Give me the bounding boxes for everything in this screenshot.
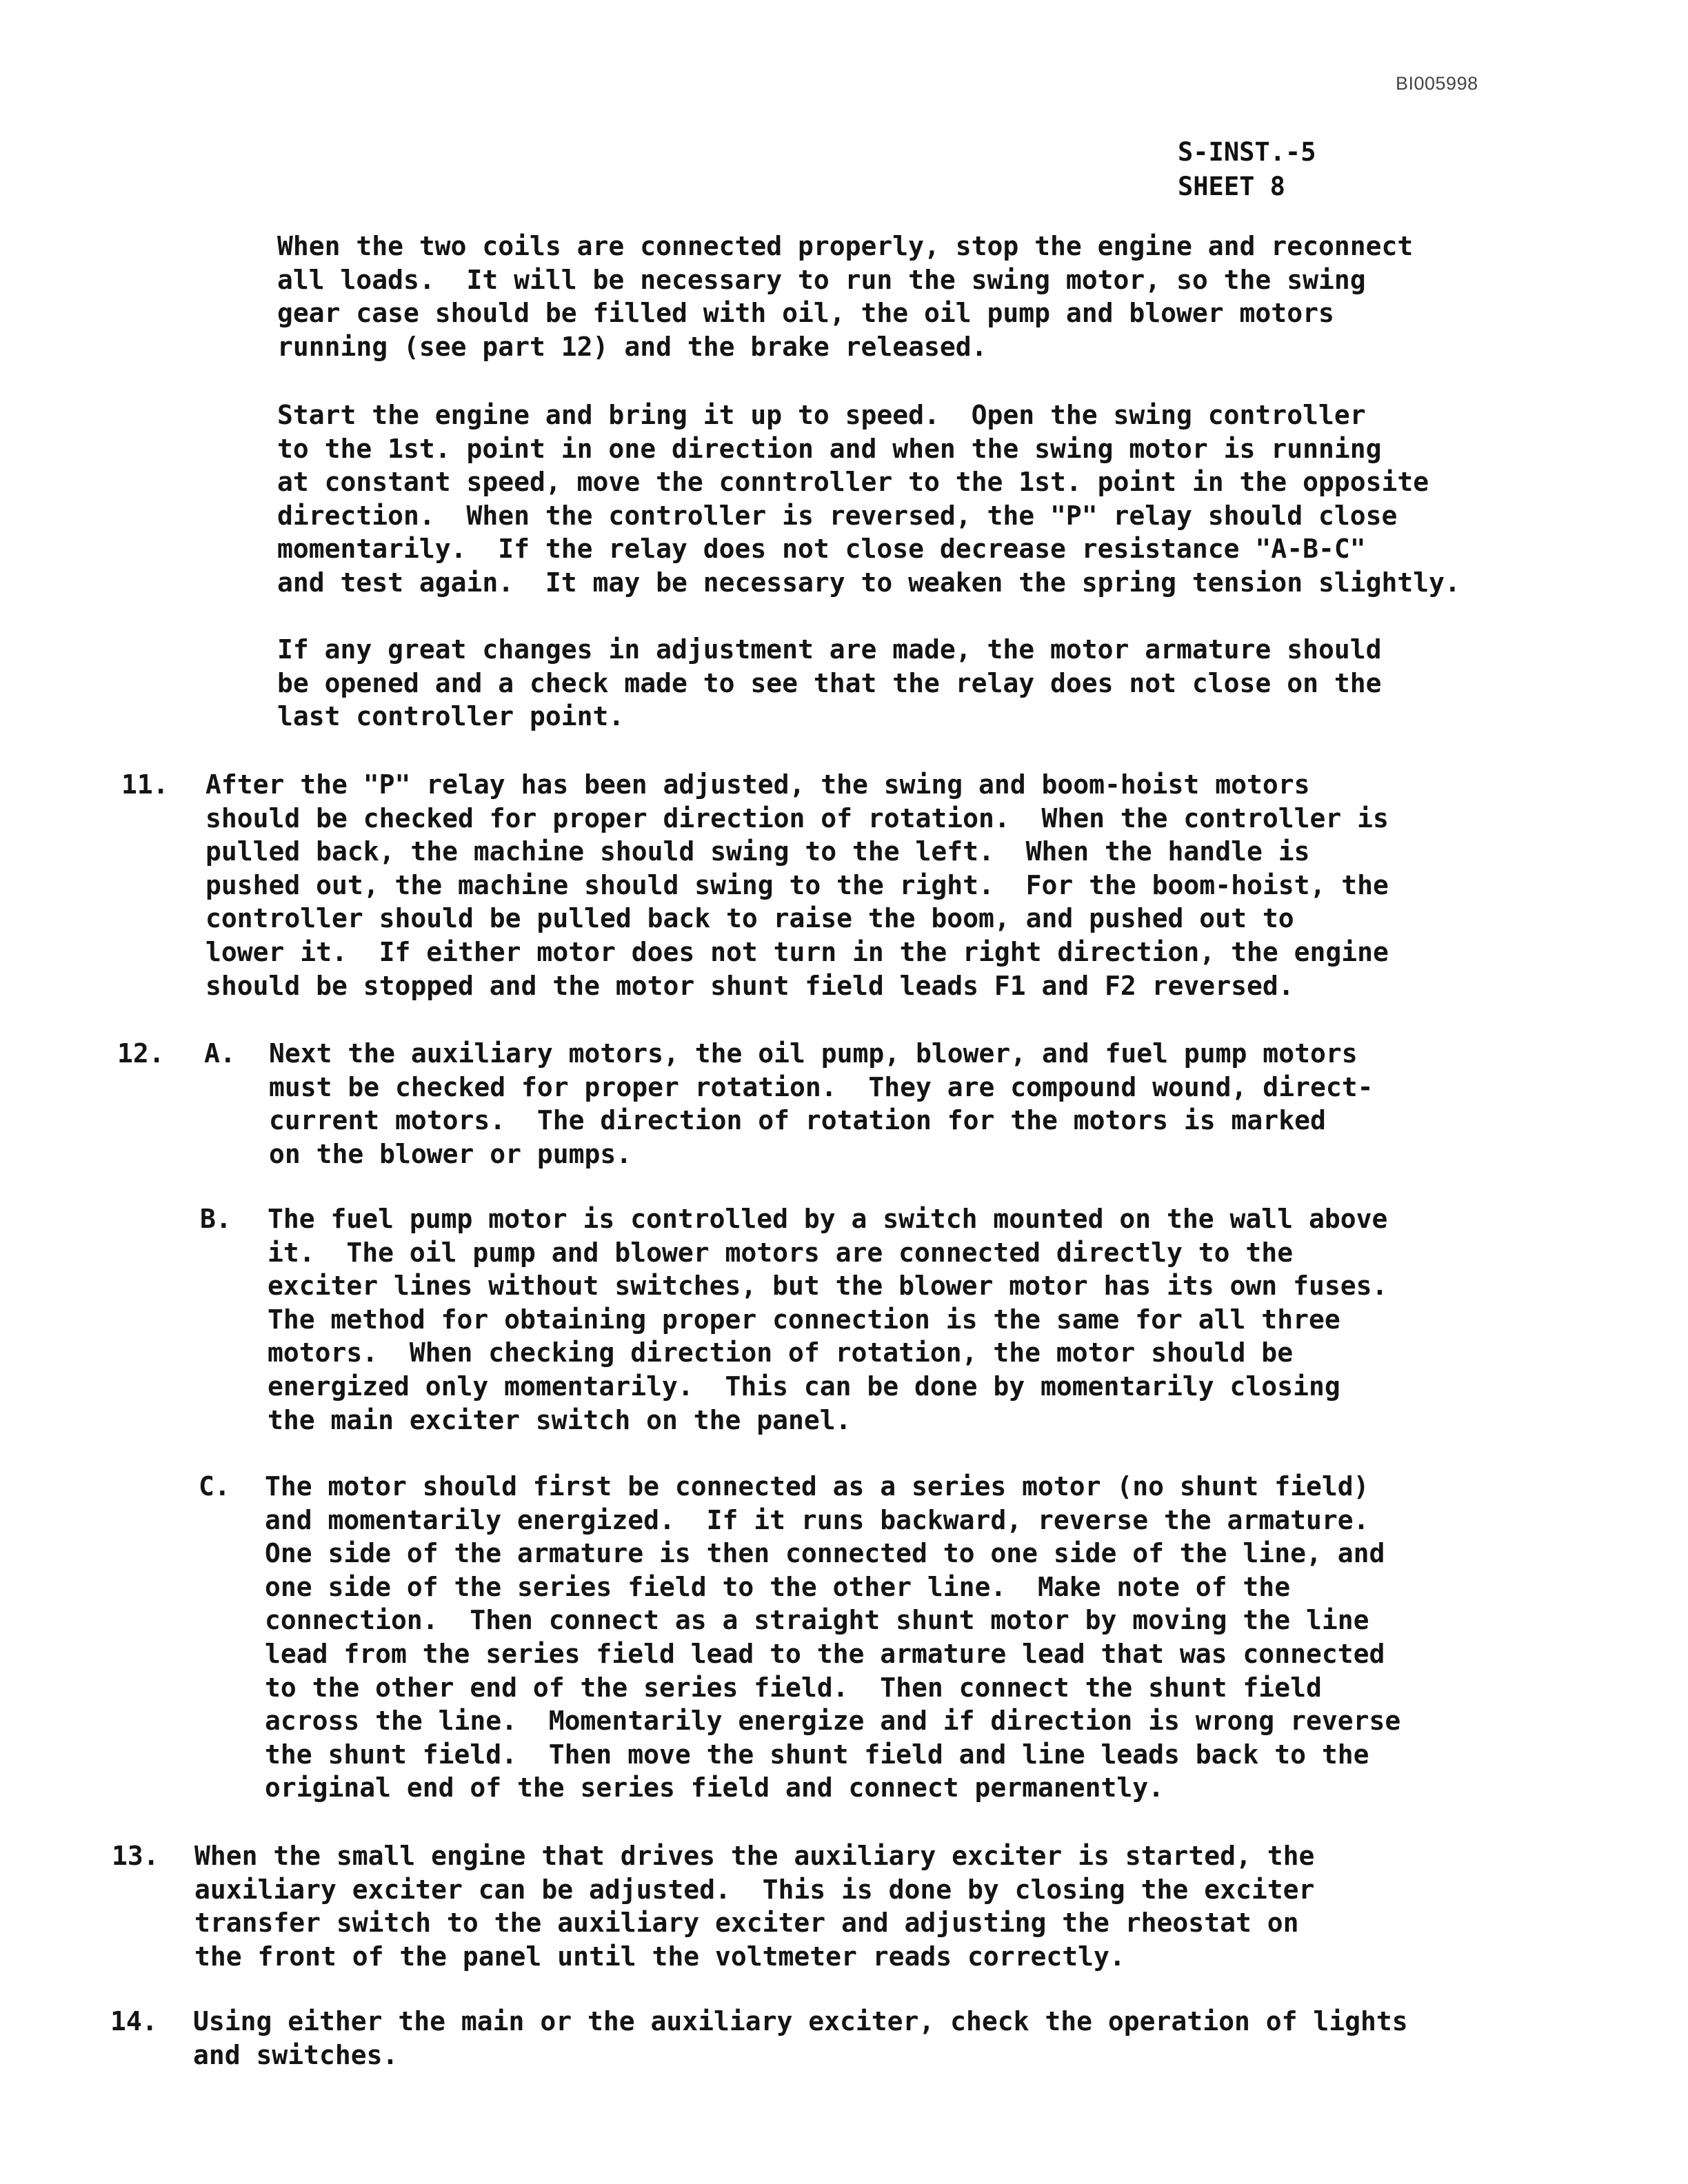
item-12a-letter: A.: [204, 1038, 236, 1069]
item-14-text: Using either the main or the auxiliary exciter, check the operation of lights and switches.: [193, 2006, 1408, 2070]
instruction-code: S-INST.-5: [1178, 137, 1316, 167]
item-13-text: When the small engine that drives the auxiliary exciter is started, the auxiliary exciter can be adjusted. This is done by closing the exciter transfer switch to the auxiliary exciter and adjusting the rheostat on the front of the panel until the voltmeter reads correctly.: [194, 1841, 1315, 1972]
item-12-number: 12.: [117, 1038, 165, 1069]
item-12c-letter: C.: [199, 1471, 230, 1502]
sheet-number: SHEET 8: [1178, 172, 1285, 201]
item-12c-text: The motor should first be connected as a series motor (no shunt field) and momentarily energized. If it runs backward, reverse the armature. One side of the armature is then connected to one side of the line, and one side of the series field to the other line. Make note of the connection. Then connect as a straight shunt motor by moving the line lead from the series field lead to the armature lead that was connected to the other end of the series field. Then connect the shunt field across the line. Momentarily energize and if direction is wrong reverse the shunt field. Then move the shunt field and line leads back to the original end of the series field and connect permanently.: [265, 1471, 1401, 1803]
item-12b-letter: B.: [200, 1204, 232, 1234]
item-11-number: 11.: [121, 769, 169, 800]
sheet-header: [1178, 135, 1316, 204]
item-12b-text: The fuel pump motor is controlled by a switch mounted on the wall above it. The oil pump and blower motors are connected directly to the exciter lines without switches, but the blower motor has its own fuses. The method for obtaining proper connection is the same for all three motors. When checking direction of rotation, the motor should be energized only momentarily. This can be done by momentarily closing the main exciter switch on the panel.: [268, 1204, 1388, 1435]
intro-paragraph-3: If any great changes in adjustment are made, the motor armature should be opened and a check made to see that the relay does not close on the last controller point.: [277, 634, 1382, 732]
intro-paragraph-2: Start the engine and bring it up to speed. Open the swing controller to the 1st. point in one direction and when the swing motor is running at constant speed, move the conntroller to the 1st. point in the opposite direction. When the controller is reversed, the "P" relay should close momentarily. If the relay does not close decrease resistance "A-B-C" and test again. It may be necessary to weaken the spring tension slightly.: [277, 400, 1460, 598]
item-12a-text: Next the auxiliary motors, the oil pump, blower, and fuel pump motors must be checked for proper rotation. They are compound wound, direct- current motors. The direction of rotation for the motors is marked on the blower or pumps.: [269, 1038, 1374, 1169]
document-id-stamp: BI005998: [1396, 73, 1478, 94]
item-14-number: 14.: [110, 2006, 158, 2036]
intro-paragraph-1: When the two coils are connected properly, stop the engine and reconnect all loads. It will be necessary to run the swing motor, so the swing gear case should be filled with oil, the oil pump and blower motors running (see part 12) and the brake released.: [277, 231, 1414, 362]
item-13-number: 13.: [112, 1841, 159, 1871]
item-11-text: After the "P" relay has been adjusted, the swing and boom-hoist motors should be checked for proper direction of rotation. When the controller is pulled back, the machine should swing to the left. When the handle is pushed out, the machine should swing to the right. For the boom-hoist, the controller should be pulled back to raise the boom, and pushed out to lower it. If either motor does not turn in the right direction, the engine should be stopped and the motor shunt field leads F1 and F2 reversed.: [205, 769, 1389, 1001]
